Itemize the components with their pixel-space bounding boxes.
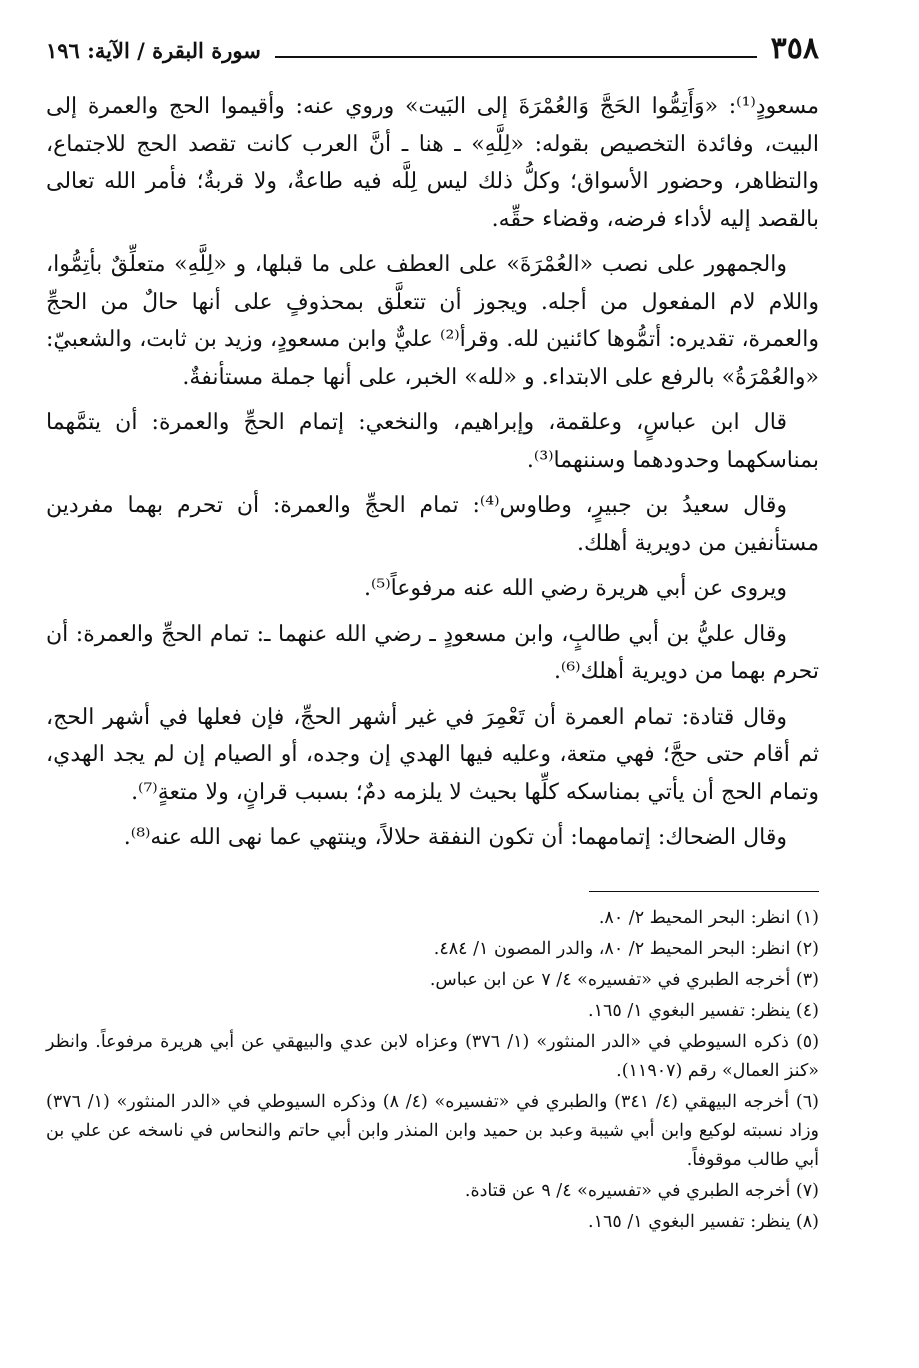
header-rule [275, 56, 757, 58]
paragraph: وقال قتادة: تمام العمرة أن تَعْمِرَ في غير أشهر الحجِّ، فإن فعلها في أشهر الحج، ثم أقام حتى حجَّ؛ فهي متعة، وعليه فيها الهدي إن وجده، أو الصيام إن لم يجد الهدي، وتمام الحج أن يأتي بمناسكه كلِّها بحيث لا يلزمه دمٌ؛ بسبب قرانٍ، ولا متعةٍ⁽⁷⁾. [46, 704, 819, 805]
footnote: (١) انظر: البحر المحيط ٢/ ٨٠. [598, 907, 819, 928]
footnote: (٨) ينظر: تفسير البغوي ١/ ١٦٥. [588, 1211, 819, 1232]
footnote: (٦) أخرجه البيهقي (٤/ ٣٤١) والطبري في «تفسيره» (٤/ ٨) وذكره السيوطي في «الدر المنثور» (١/ ٣٧٦) وزاد نسبته لوكيع وابن أبي شيبة وعبد بن حميد وابن المنذر وابن أبي حاتم والنحاس في ناسخه عن علي بن أبي طالب موقوفاً. [46, 1091, 819, 1170]
footnote-divider [589, 891, 819, 892]
running-title: سورة البقرة / الآية: ١٩٦ [46, 38, 261, 63]
paragraph: ويروى عن أبي هريرة رضي الله عنه مرفوعاً⁽⁵⁾. [363, 576, 787, 601]
footnote: (٤) ينظر: تفسير البغوي ١/ ١٦٥. [588, 1000, 819, 1021]
footnote: (٣) أخرجه الطبري في «تفسيره» ٤/ ٧ عن ابن عباس. [429, 969, 819, 990]
footnote: (٢) انظر: البحر المحيط ٢/ ٨٠، والدر المصون ١/ ٤٨٤. [433, 938, 819, 959]
footnote: (٥) ذكره السيوطي في «الدر المنثور» (١/ ٣٧٦) وعزاه لابن عدي والبيهقي عن أبي هريرة مرفوعاً. وانظر «كنز العمال» رقم (١١٩٠٧). [46, 1031, 820, 1081]
paragraph: والجمهور على نصب «العُمْرَةَ» على العطف على ما قبلها، و «لِلَّهِ» متعلِّقٌ بأتِمُّوا، واللام لام المفعول من أجله. ويجوز أن تتعلَّق بمحذوفٍ على أنها حالٌ من الحجِّ والعمرة، تقديره: أتمُّوها كائنين لله. وقرأ⁽²⁾ عليٌّ وابن مسعودٍ، وزيد بن ثابت، والشعبيّ: «والعُمْرَةُ» بالرفع على الابتداء. و «لله» الخبر، على أنها جملة مستأنفةٌ. [46, 252, 819, 390]
footnote: (٧) أخرجه الطبري في «تفسيره» ٤/ ٩ عن قتادة. [464, 1180, 819, 1201]
page-header [46, 30, 819, 66]
main-text [46, 88, 819, 857]
paragraph: مسعودٍ⁽¹⁾: «وَأَتِمُّوا الحَجَّ وَالعُمْرَةَ إلى البَيت» وروي عنه: وأقيموا الحج والعمرة إلى البيت، وفائدة التخصيص بقوله: «لِلَّهِ» ـ هنا ـ أنَّ العرب كانت تقصد الحج للاجتماع، والتظاهر، وحضور الأسواق؛ وكلُّ ذلك ليس لِلَّه فيه طاعةٌ، ولا قربةٌ؛ فأمر الله تعالى بالقصد إليه لأداء فرضه، وقضاء حقِّه. [46, 94, 819, 232]
paragraph: قال ابن عباسٍ، وعلقمة، وإبراهيم، والنخعي: إتمام الحجِّ والعمرة: أن يتمَّهما بمناسكهما وحدودهما وسننهما⁽³⁾. [46, 410, 819, 473]
footnotes [46, 904, 819, 1237]
paragraph: وقال عليُّ بن أبي طالبٍ، وابن مسعودٍ ـ رضي الله عنهما ـ: تمام الحجِّ والعمرة: أن تحرم بهما من دويرية أهلك⁽⁶⁾. [46, 621, 819, 684]
page-number: ٣٥٨ [770, 31, 819, 66]
paragraph: وقال الضحاك: إتمامهما: أن تكون النفقة حلالاً، وينتهي عما نهى الله عنه⁽⁸⁾. [123, 825, 787, 850]
paragraph: وقال سعيدُ بن جبيرٍ، وطاوس⁽⁴⁾: تمام الحجِّ والعمرة: أن تحرم بهما مفردين مستأنفين من دويرية أهلك. [46, 493, 819, 556]
